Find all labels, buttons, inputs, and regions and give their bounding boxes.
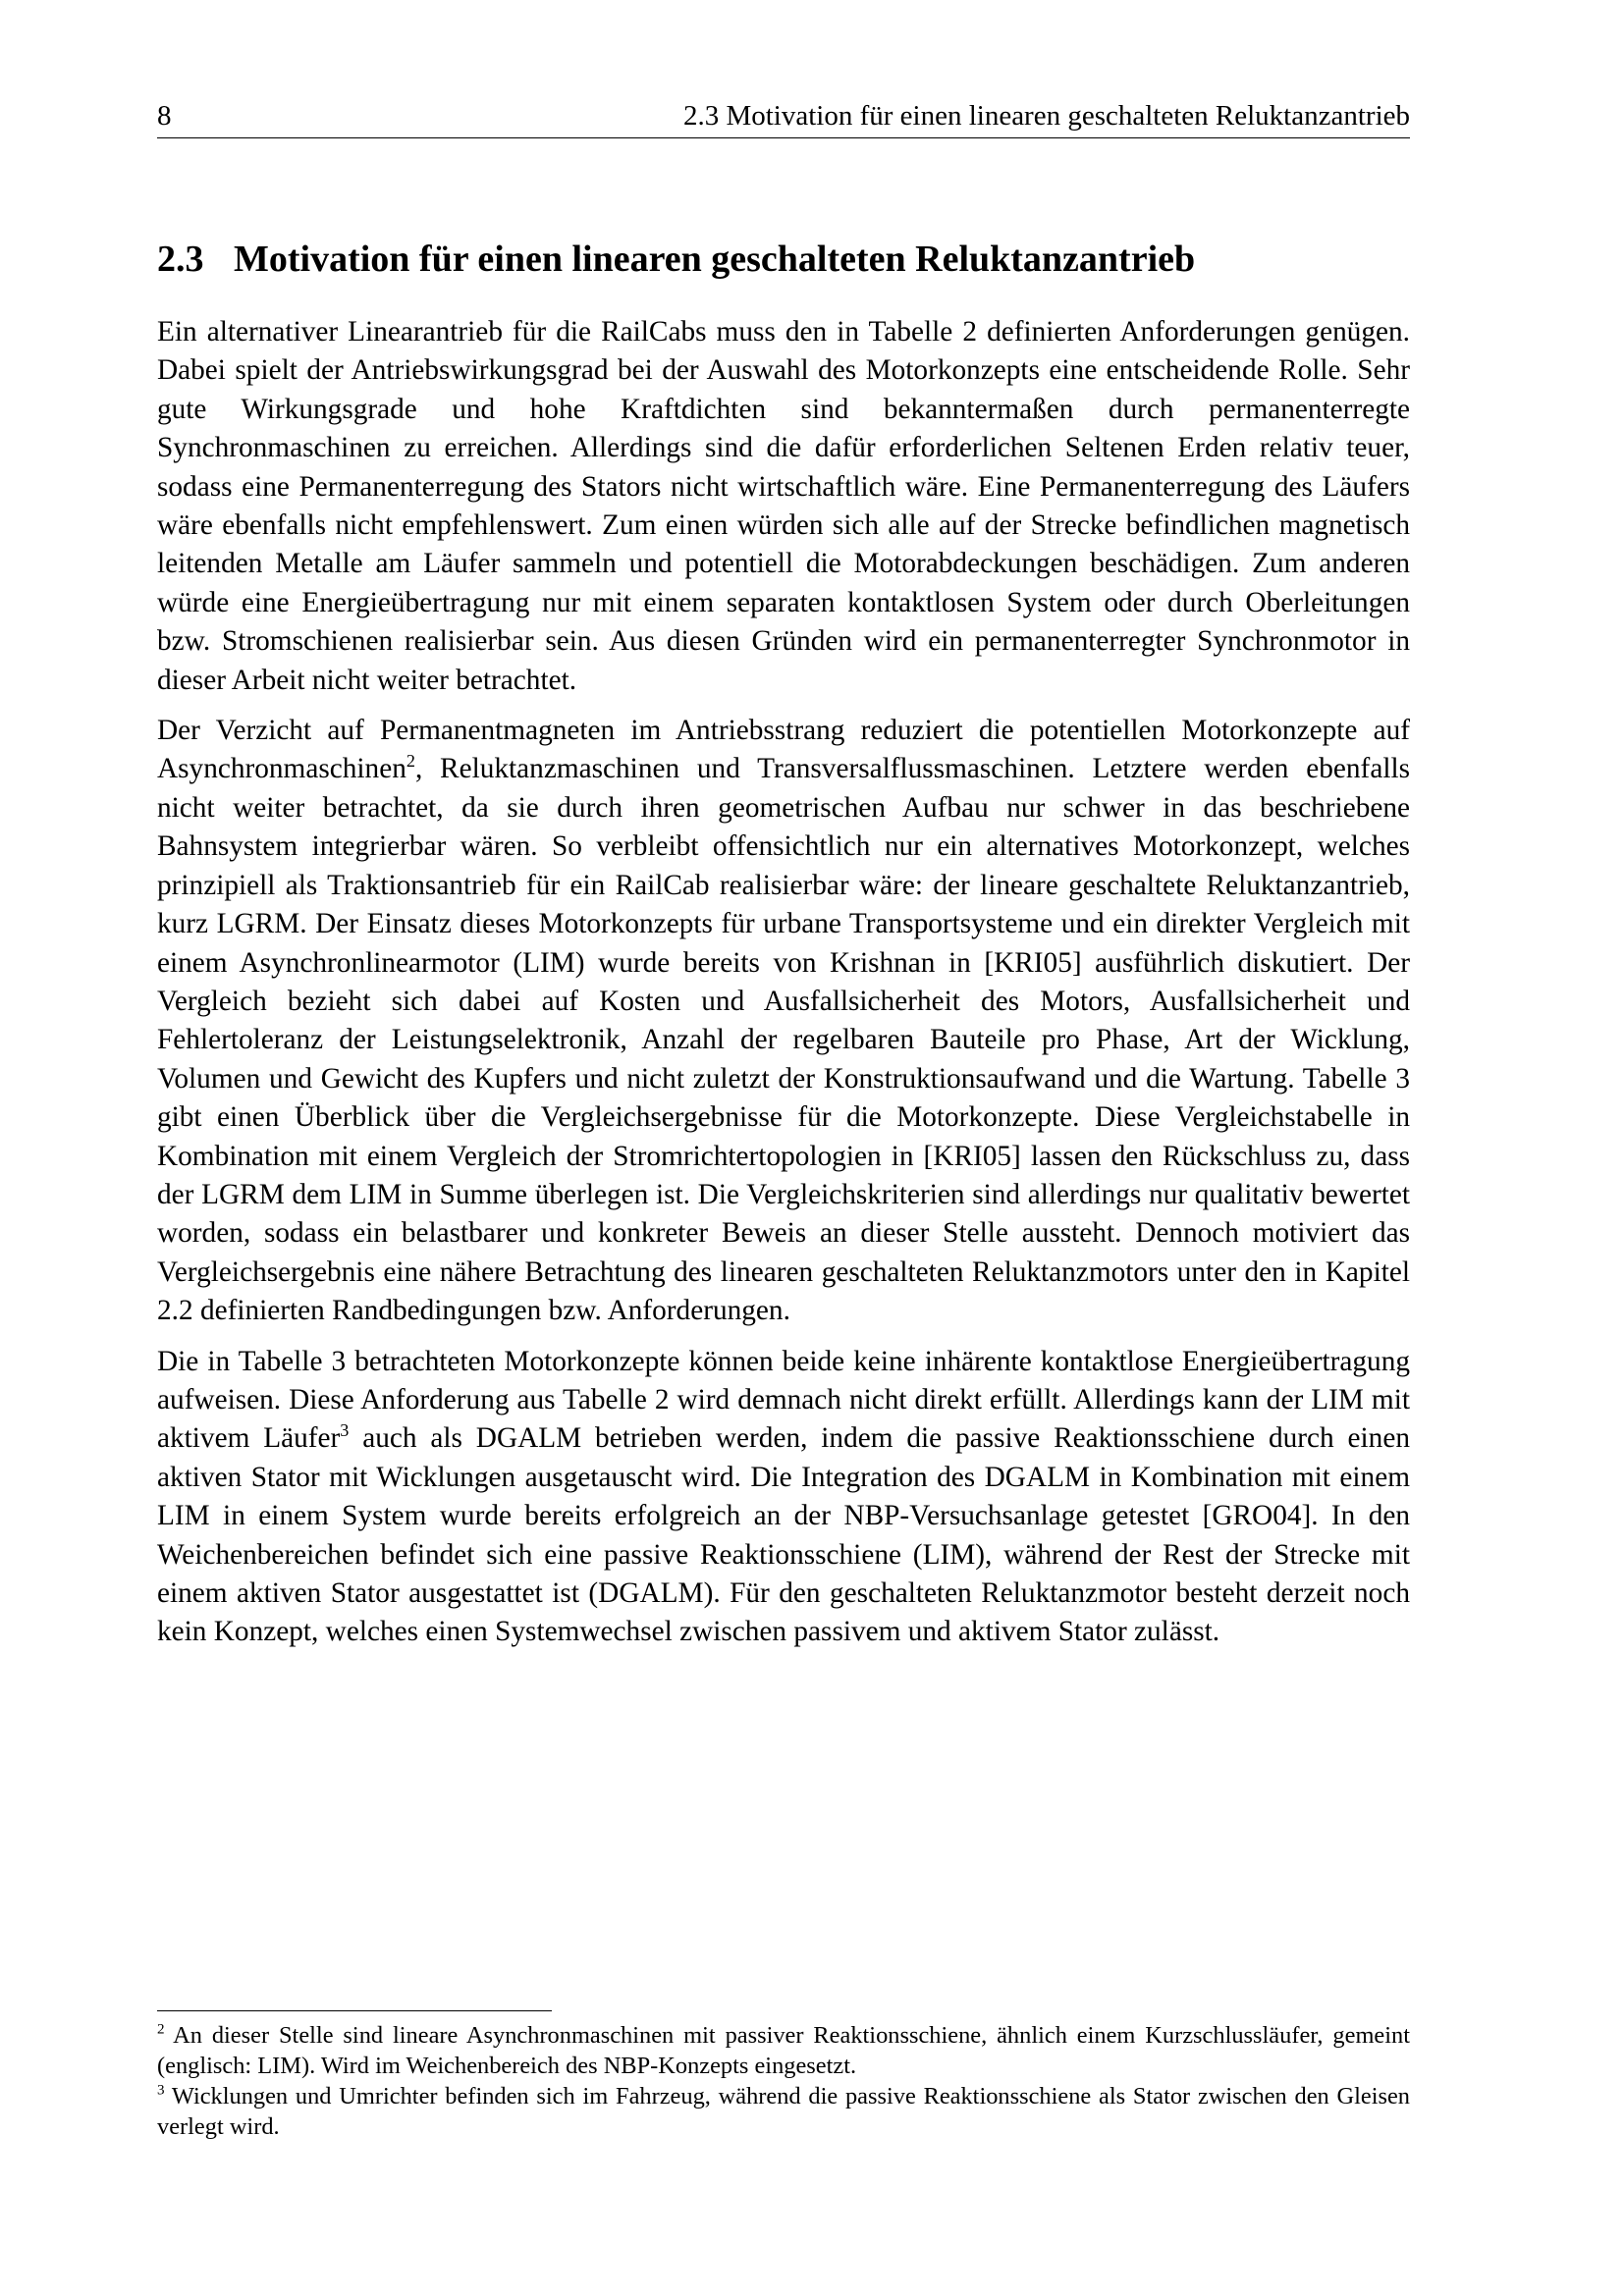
footnote-divider	[157, 2010, 552, 2011]
footnote-2-text: An dieser Stelle sind lineare Asynchronmaschinen mit passiver Reaktionsschiene, ähnlich einem Kurzschlussläufer, gemeint (englisch: LIM). Wird im Weichenbereich des NBP-Konzepts eingesetzt.	[157, 2022, 1410, 2079]
footnote-mark-3: 3	[157, 2082, 165, 2099]
running-title: 2.3 Motivation für einen linearen geschalteten Reluktanzantrieb	[682, 100, 1410, 132]
body-text	[157, 313, 1410, 1652]
footnote-mark-2: 2	[157, 2021, 165, 2038]
footnote-3	[157, 2081, 1410, 2142]
paragraph-1: Ein alternativer Linearantrieb für die RailCabs muss den in Tabelle 2 definierten Anforderungen genügen. Dabei spielt der Antriebswirkungsgrad bei der Auswahl des Motorkonzepts eine entscheidende Rolle. Sehr gute Wirkungsgrade und hohe Kraftdichten sind bekanntermaßen durch permanenterregte Synchronmaschinen zu erreichen. Allerdings sind die dafür erforderlichen Seltenen Erden relativ teuer, sodass eine Permanenterregung des Stators nicht wirtschaftlich wäre. Eine Permanenterregung des Läufers wäre ebenfalls nicht empfehlenswert. Zum einen würden sich alle auf der Strecke befindlichen magnetisch leitenden Metalle am Läufer sammeln und potentiell die Motorabdeckungen beschädigen. Zum anderen würde eine Energieübertragung nur mit einem separaten kontaktlosen System oder durch Oberleitungen bzw. Stromschienen realisierbar sein. Aus diesen Gründen wird ein permanenterregter Synchronmotor in dieser Arbeit nicht weiter betrachtet.	[157, 316, 1410, 696]
footnote-ref-3[interactable]: 3	[340, 1420, 350, 1441]
paragraph-3-text-b: auch als DGALM betrieben werden, indem die passive Reaktionsschiene durch einen aktiven Stator mit Wicklungen ausgetauscht wird. Die Integration des DGALM in Kombination mit einem LIM in einem System wurde bereits erfolgreich an der NBP-Versuchsanlage getestet [GRO04]. In den Weichenbereichen befindet sich eine passive Reaktionsschiene (LIM), während der Rest der Strecke mit einem aktiven Stator ausgestattet ist (DGALM). Für den geschalteten Reluktanzmotor besteht derzeit noch kein Konzept, welches einen Systemwechsel zwischen passivem und aktivem Stator zulässt.	[157, 1422, 1410, 1648]
footnote-3-text: Wicklungen und Umrichter befinden sich im Fahrzeug, während die passive Reaktionsschiene als Stator zwischen den Gleisen verlegt wird.	[157, 2083, 1410, 2140]
footnote-ref-2[interactable]: 2	[406, 751, 415, 772]
page-number: 8	[157, 100, 172, 132]
page	[157, 98, 1410, 1664]
footnote-2	[157, 2020, 1410, 2081]
section-number: 2.3	[157, 239, 204, 280]
section-title: Motivation für einen linearen geschalteten Reluktanzantrieb	[234, 239, 1196, 280]
section-heading	[157, 237, 1410, 282]
running-header	[157, 98, 1410, 138]
paragraph-2-text-a: Der Verzicht auf Permanentmagneten im Antriebsstrang reduziert die potentiellen Motorkonzepte auf Asynchronmaschinen	[157, 715, 1410, 785]
paragraph-2	[157, 712, 1410, 1331]
paragraph-2-text-b: , Reluktanzmaschinen und Transversalflussmaschinen. Letztere werden ebenfalls nicht weiter betrachtet, da sie durch ihren geometrischen Aufbau nur schwer in das beschriebene Bahnsystem integrierbar wären. So verbleibt offensichtlich nur ein alternatives Motorkonzept, welches prinzipiell als Traktionsantrieb für ein RailCab realisierbar wäre: der lineare geschaltete Reluktanzantrieb, kurz LGRM. Der Einsatz dieses Motorkonzepts für urbane Transportsysteme und ein direkter Vergleich mit einem Asynchronlinearmotor (LIM) wurde bereits von Krishnan in [KRI05] ausführlich diskutiert. Der Vergleich bezieht sich dabei auf Kosten und Ausfallsicherheit des Motors, Ausfallsicherheit und Fehlertoleranz der Leistungselektronik, Anzahl der regelbaren Bauteile pro Phase, Art der Wicklung, Volumen und Gewicht des Kupfers und nicht zuletzt der Konstruktionsaufwand und die Wartung. Tabelle 3 gibt einen Überblick über die Vergleichsergebnisse für die Motorkonzepte. Diese Vergleichstabelle in Kombination mit einem Vergleich der Stromrichtertopologien in [KRI05] lassen den Rückschluss zu, dass der LGRM dem LIM in Summe überlegen ist. Die Vergleichskriterien sind allerdings nur qualitativ bewertet worden, sodass ein belastbarer und konkreter Beweis an dieser Stelle aussteht. Dennoch motiviert das Vergleichsergebnis eine nähere Betrachtung des linearen geschalteten Reluktanzmotors unter den in Kapitel 2.2 definierten Randbedingungen bzw. Anforderungen.	[157, 753, 1410, 1327]
footnotes	[157, 2020, 1410, 2142]
paragraph-3-text-a: Die in Tabelle 3 betrachteten Motorkonzepte können beide keine inhärente kontaktlose Energieübertragung aufweisen. Diese Anforderung aus Tabelle 2 wird demnach nicht direkt erfüllt. Allerdings kann der LIM mit aktivem Läufer	[157, 1345, 1410, 1455]
paragraph-3	[157, 1343, 1410, 1652]
